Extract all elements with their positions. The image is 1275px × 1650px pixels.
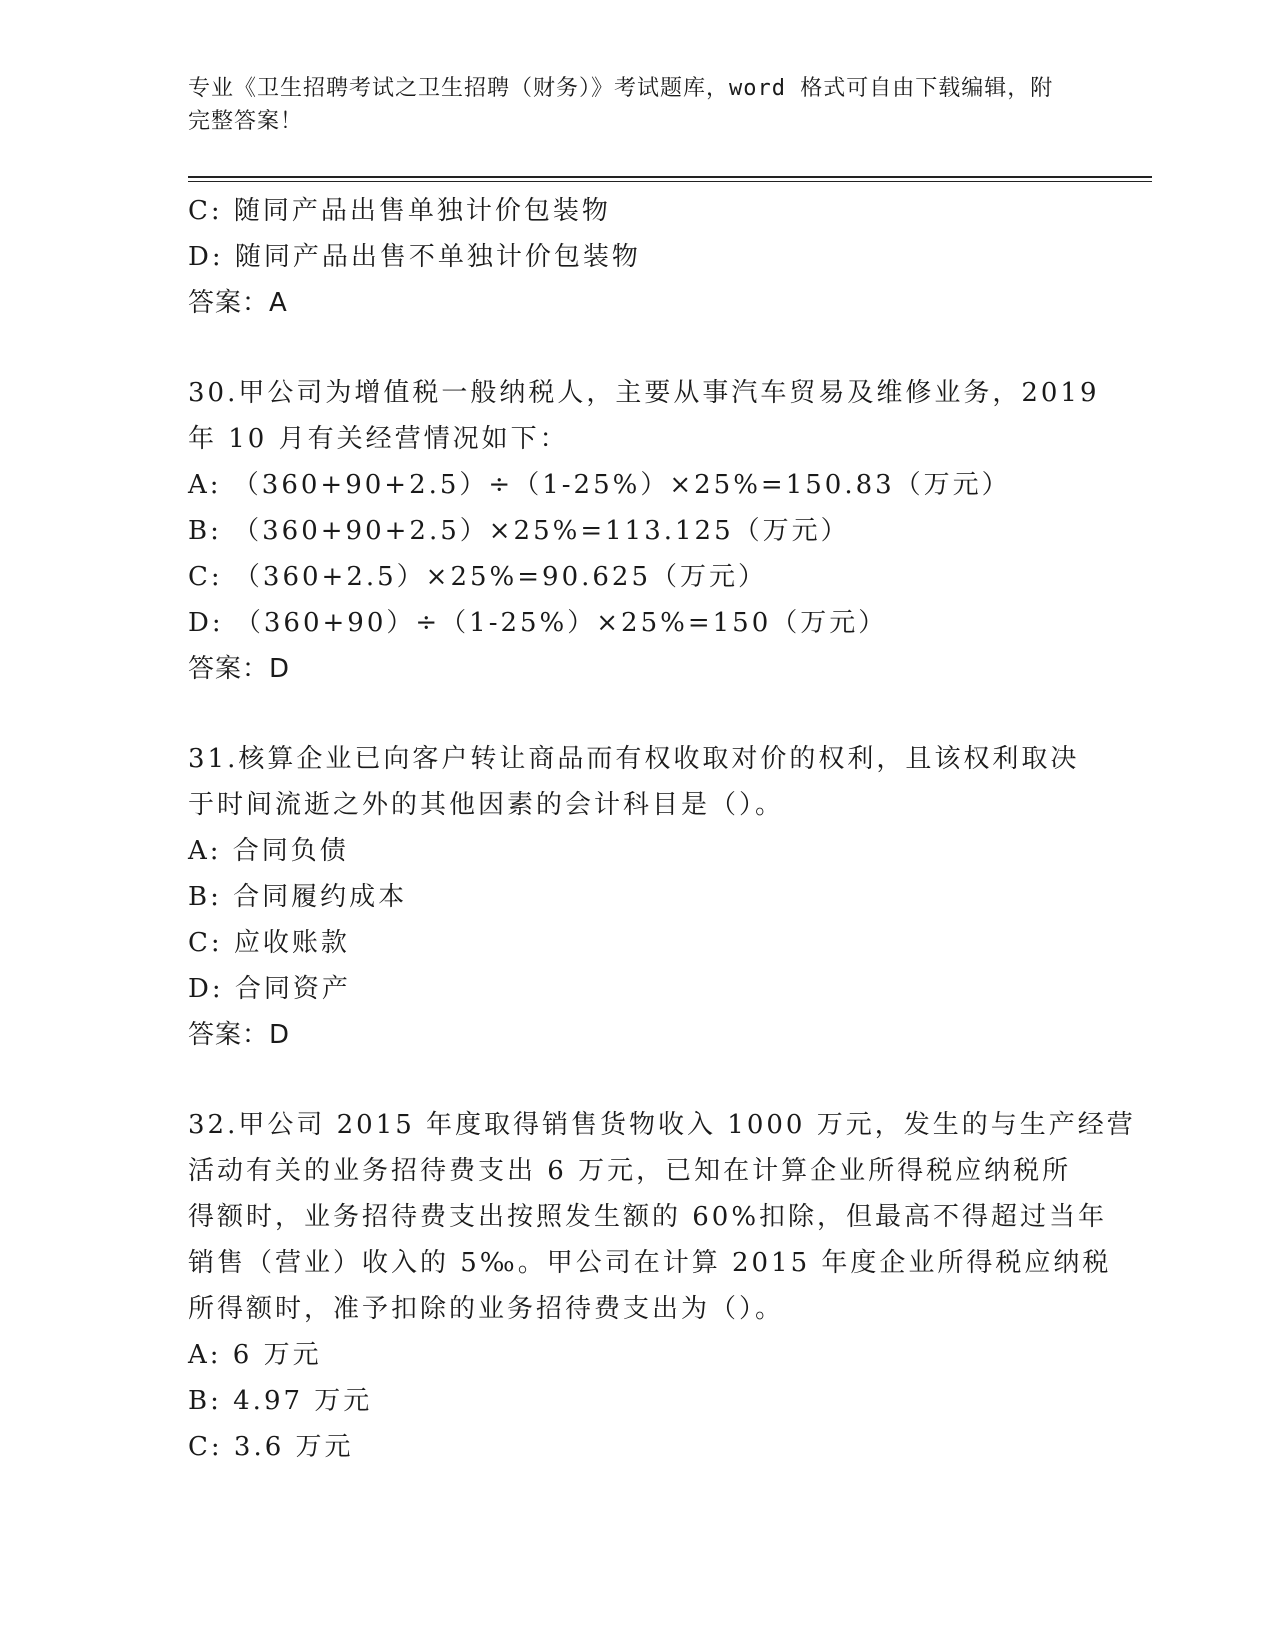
option-c: C: （360+2.5）×25%=90.625（万元） bbox=[188, 562, 768, 592]
option-b: B: （360+90+2.5）×25%=113.125（万元） bbox=[188, 516, 850, 546]
option-c: C: 应收账款 bbox=[188, 928, 350, 958]
option-b: B: 4.97 万元 bbox=[188, 1386, 373, 1416]
question-text: 年 10 月有关经营情况如下： bbox=[188, 424, 569, 454]
question-text: 于时间流逝之外的其他因素的会计科目是（）。 bbox=[188, 790, 785, 820]
option-d: D: 合同资产 bbox=[188, 974, 351, 1004]
header-divider bbox=[188, 176, 1152, 182]
question-text: 活动有关的业务招待费支出 6 万元，已知在计算企业所得税应纳税所 bbox=[188, 1156, 1072, 1186]
answer-line: 答案：D bbox=[188, 1020, 291, 1050]
option-c: C: 随同产品出售单独计价包装物 bbox=[188, 196, 611, 226]
question-block bbox=[188, 188, 1088, 326]
question-list bbox=[188, 188, 1136, 1470]
answer-line: 答案：A bbox=[188, 288, 288, 318]
question-block bbox=[188, 1102, 1136, 1470]
question-text: 得额时，业务招待费支出按照发生额的 60%扣除，但最高不得超过当年 bbox=[188, 1202, 1108, 1232]
question-block bbox=[188, 736, 1088, 1058]
option-a: A: 6 万元 bbox=[188, 1340, 322, 1370]
question-block bbox=[188, 370, 1100, 692]
option-a: A: （360+90+2.5）÷（1-25%）×25%=150.83（万元） bbox=[188, 470, 1011, 500]
question-text: 销售（营业）收入的 5‰。甲公司在计算 2015 年度企业所得税应纳税 bbox=[188, 1248, 1112, 1278]
option-b: B: 合同履约成本 bbox=[188, 882, 408, 912]
option-d: D: （360+90）÷（1-25%）×25%=150（万元） bbox=[188, 608, 888, 638]
question-spacer bbox=[188, 326, 1088, 370]
answer-line: 答案：D bbox=[188, 654, 291, 684]
question-text: 32.甲公司 2015 年度取得销售货物收入 1000 万元，发生的与生产经营 bbox=[188, 1110, 1136, 1140]
option-c: C: 3.6 万元 bbox=[188, 1432, 354, 1462]
question-text: 所得额时，准予扣除的业务招待费支出为（）。 bbox=[188, 1294, 785, 1324]
option-a: A: 合同负债 bbox=[188, 836, 349, 866]
question-spacer bbox=[188, 692, 1088, 736]
question-spacer bbox=[188, 1058, 1088, 1102]
document-header: 专业《卫生招聘考试之卫生招聘（财务）》考试题库，word 格式可自由下载编辑，附完整答案！ bbox=[188, 76, 1054, 134]
option-d: D: 随同产品出售不单独计价包装物 bbox=[188, 242, 641, 272]
question-text: 30.甲公司为增值税一般纳税人，主要从事汽车贸易及维修业务，2019 bbox=[188, 378, 1100, 408]
question-text: 31.核算企业已向客户转让商品而有权收取对价的权利，且该权利取决 bbox=[188, 744, 1080, 774]
